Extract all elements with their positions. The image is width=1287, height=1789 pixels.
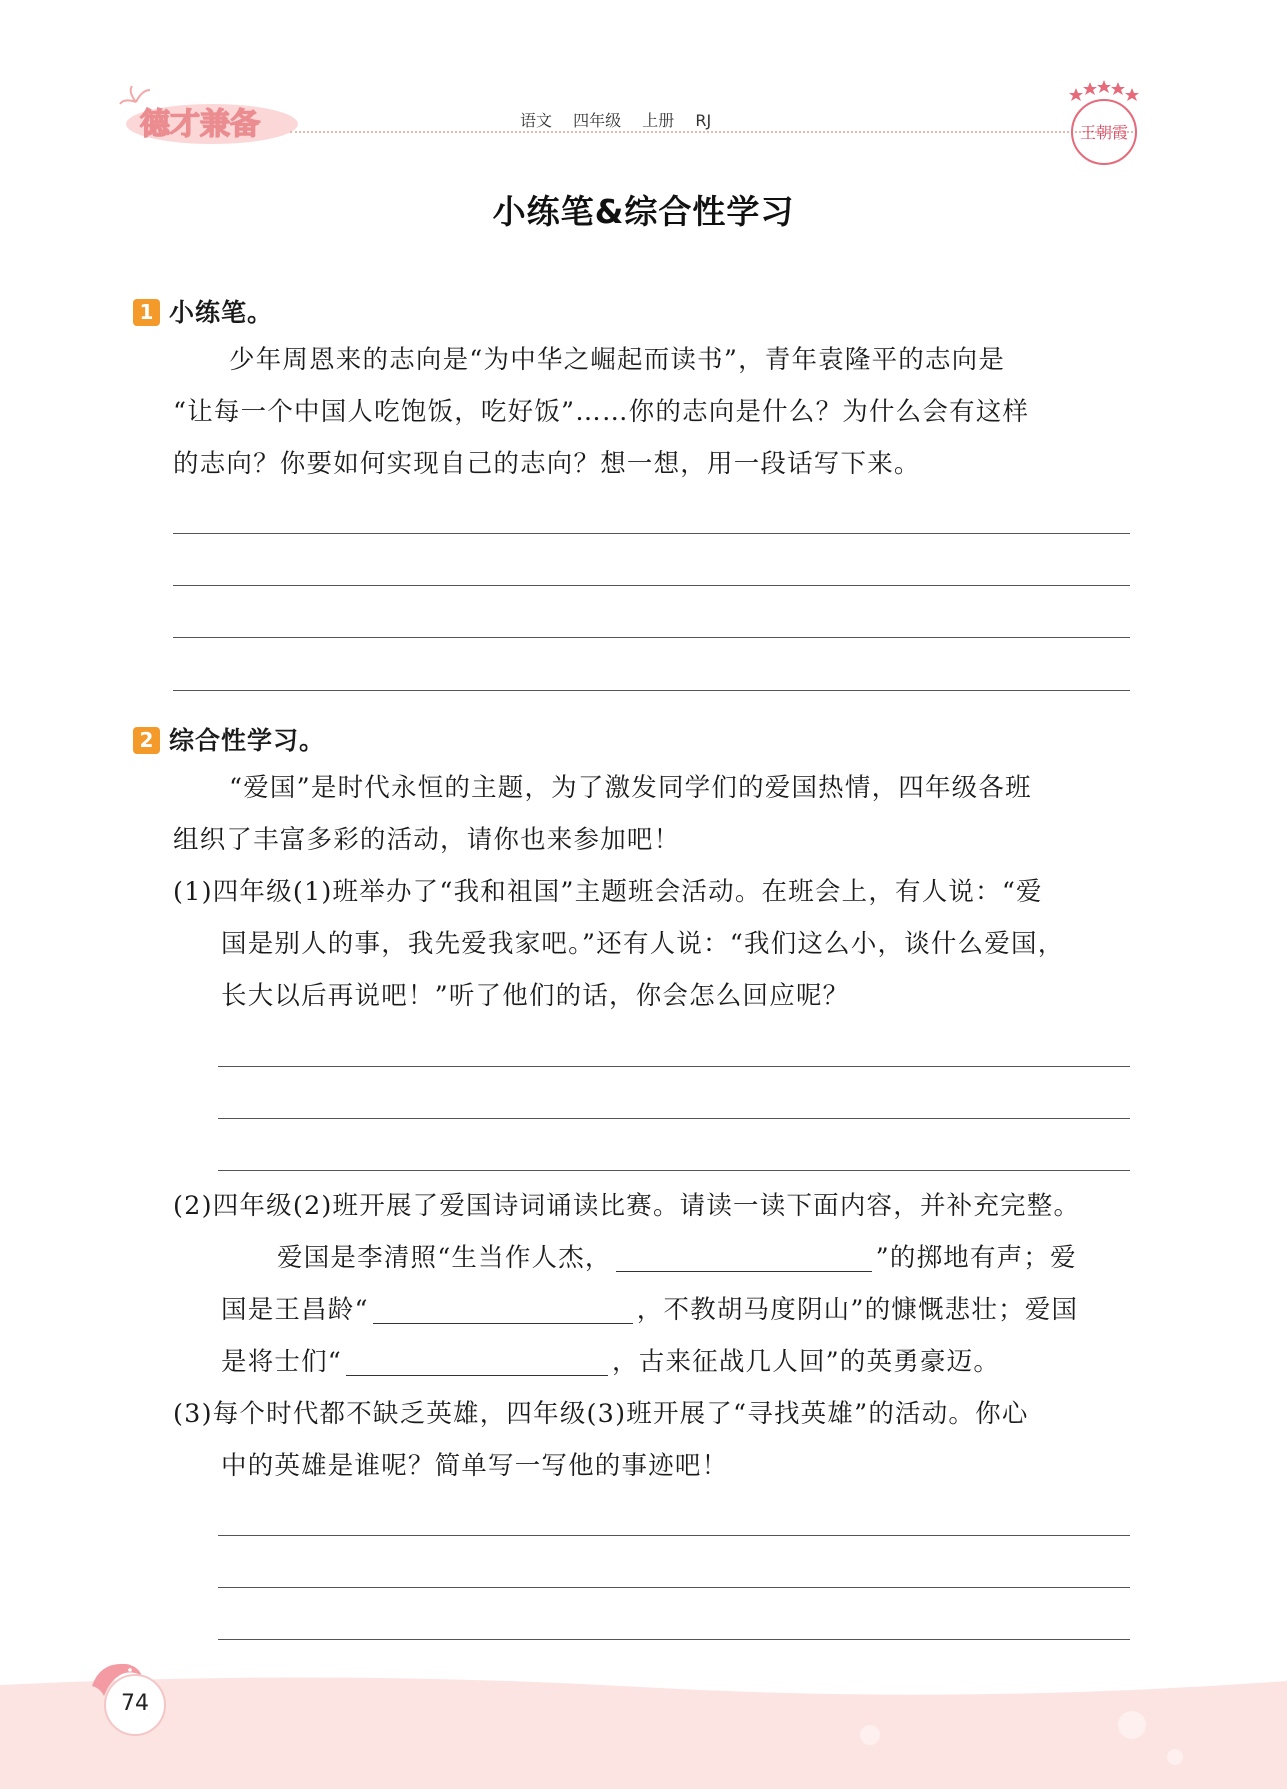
fill-text: ”的掷地有声；爱 (875, 1243, 1077, 1273)
section-2-label: 综合性学习。 (169, 726, 326, 755)
section-1-label: 小练笔。 (169, 298, 274, 327)
fill-blank-3[interactable] (346, 1349, 608, 1376)
writing-line[interactable] (218, 1118, 1130, 1119)
fill-blank-1[interactable] (616, 1245, 872, 1272)
section-2-number: 2 (133, 727, 160, 754)
header-divider (290, 131, 1137, 133)
writing-line[interactable] (173, 690, 1130, 691)
question-2 (173, 1180, 1130, 1232)
writing-line[interactable] (173, 533, 1130, 534)
q1-line: (1)四年级(1)班举办了“我和祖国”主题班会活动。在班会上，有人说：“爱 (173, 877, 1043, 907)
seal-text: 王朝霞 (1079, 123, 1129, 142)
writing-line[interactable] (173, 585, 1130, 586)
edition: RJ (695, 111, 712, 130)
q3-line: (3)每个时代都不缺乏英雄，四年级(3)班开展了“寻找英雄”的活动。你心 (173, 1399, 1029, 1429)
fill-blank-2[interactable] (373, 1297, 633, 1324)
section-1-heading (133, 293, 273, 329)
prompt-line: 的志向？你要如何实现自己的志向？想一想，用一段话写下来。 (173, 449, 921, 479)
author-seal (1062, 78, 1146, 168)
fill-text: 是将士们“ (221, 1347, 343, 1377)
fill-text: 爱国是李清照“生当作人杰， (277, 1243, 612, 1273)
question-3 (173, 1388, 1130, 1492)
fill-text: 国是王昌龄“ (221, 1295, 369, 1325)
writing-line[interactable] (218, 1170, 1130, 1171)
section-2-heading (133, 721, 325, 757)
q1-line: 国是别人的事，我先爱我家吧。”还有人说：“我们这么小，谈什么爱国， (221, 929, 1065, 959)
logo-text: 德才兼备 (140, 107, 260, 142)
writing-line[interactable] (218, 1639, 1130, 1640)
book-info (520, 108, 727, 131)
writing-line[interactable] (218, 1535, 1130, 1536)
intro-line: “爱国”是时代永恒的主题，为了激发同学们的爱国热情，四年级各班 (229, 773, 1032, 803)
fill-text: ，古来征战几人回”的英勇豪迈。 (612, 1347, 1001, 1377)
section-1-number: 1 (133, 299, 160, 326)
question-1 (173, 866, 1130, 1022)
q3-line: 中的英雄是谁呢？简单写一写他的事迹吧！ (221, 1451, 729, 1481)
volume: 上册 (642, 111, 675, 130)
fill-text: ，不教胡马度阴山”的慷慨悲壮；爱国 (636, 1295, 1079, 1325)
page-title: 小练笔&综合性学习 (492, 192, 795, 231)
grade: 四年级 (573, 111, 622, 130)
intro-line: 组织了丰富多彩的活动，请你也来参加吧！ (173, 825, 681, 855)
prompt-line: 少年周恩来的志向是“为中华之崛起而读书”，青年袁隆平的志向是 (229, 345, 1006, 375)
writing-line[interactable] (218, 1066, 1130, 1067)
q1-line: 长大以后再说吧！”听了他们的话，你会怎么回应呢？ (221, 981, 850, 1011)
logo (118, 82, 300, 146)
writing-line[interactable] (218, 1587, 1130, 1588)
writing-line[interactable] (173, 637, 1130, 638)
section-2-intro (173, 762, 1130, 866)
poem-fill-in (221, 1232, 1130, 1388)
section-1-prompt (173, 334, 1130, 490)
prompt-line: “让每一个中国人吃饱饭，吃好饭”……你的志向是什么？为什么会有这样 (173, 397, 1030, 427)
subject: 语文 (520, 111, 553, 130)
footer-decoration (0, 1675, 1287, 1789)
q2-line: (2)四年级(2)班开展了爱国诗词诵读比赛。请读一读下面内容，并补充完整。 (173, 1191, 1081, 1221)
page-number: 74 (104, 1674, 166, 1736)
